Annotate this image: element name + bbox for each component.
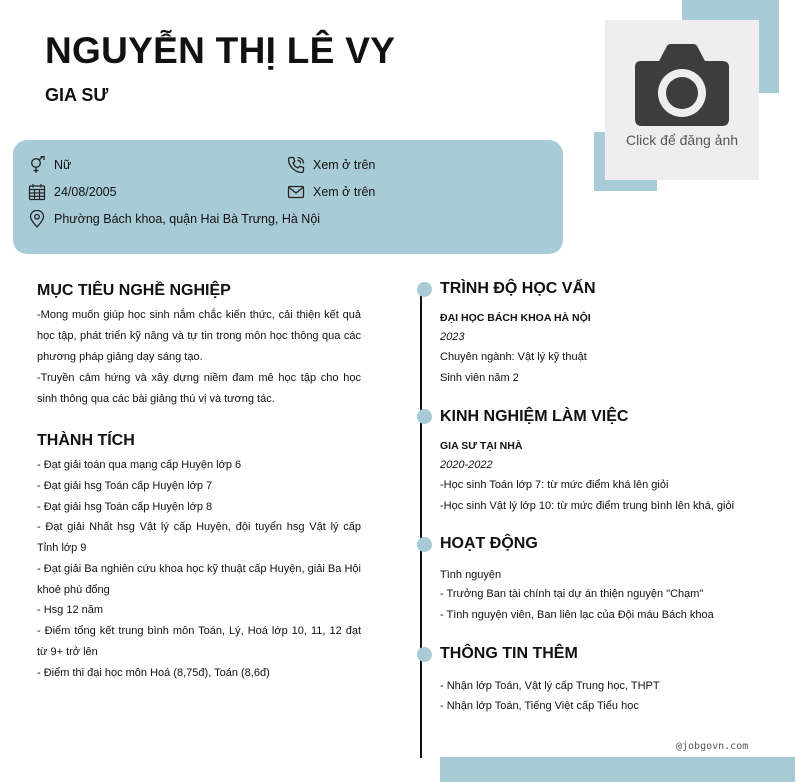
mail-icon xyxy=(287,183,305,201)
decor-block-bottom xyxy=(440,757,795,782)
achievement-item-7: - Điểm tổng kết trung bình môn Toán, Lý, Hoá lớp 10, 11, 12 đạt từ 9+ trở lên xyxy=(37,625,361,658)
email-row xyxy=(287,183,375,201)
watermark: @jobgovn.com xyxy=(676,741,749,752)
timeline-dot-experience xyxy=(417,409,432,424)
achievement-item-3: - Đạt giải hsg Toán cấp Huyện lớp 8 xyxy=(37,501,213,513)
job-title: GIA SƯ xyxy=(45,85,109,105)
address-value: Phường Bách khoa, quận Hai Bà Trưng, Hà Nội xyxy=(54,212,321,226)
activities-title: HOẠT ĐỘNG xyxy=(440,535,538,552)
education-year: 2023 xyxy=(440,331,465,343)
achievement-item-4: - Đạt giải Nhất hsg Vật lý cấp Huyện, đội tuyển hsg Vật lý cấp Tỉnh lớp 9 xyxy=(37,521,361,554)
phone-icon xyxy=(287,156,305,174)
additional-item-2: - Nhận lớp Toán, Tiếng Việt cấp Tiểu học xyxy=(440,700,639,712)
timeline-dot-activities xyxy=(417,537,432,552)
additional-item-1: - Nhận lớp Toán, Vật lý cấp Trung học, THPT xyxy=(440,680,660,692)
birthdate-value: 24/08/2005 xyxy=(54,185,117,199)
gender-row xyxy=(28,156,71,174)
achievements-title: THÀNH TÍCH xyxy=(37,432,135,449)
achievement-item-2: - Đạt giải hsg Toán cấp Huyện lớp 7 xyxy=(37,480,213,492)
email-value: Xem ở trên xyxy=(313,185,376,199)
objective-paragraph-1: -Mong muốn giúp học sinh nắm chắc kiến thức, cải thiện kết quả học tập, phát triển kỹ năng và tự tin trong môn học thông qua các phương pháp giảng dạy sáng tạo. xyxy=(37,309,361,363)
photo-caption: Click để đăng ảnh xyxy=(625,132,739,148)
address-row xyxy=(28,210,320,228)
timeline-dot-education xyxy=(417,282,432,297)
location-pin-icon xyxy=(28,210,46,228)
activities-item-1: - Trưởng Ban tài chính tại dự án thiện nguyện "Chạm" xyxy=(440,588,704,600)
education-major: Chuyên ngành: Vật lý kỹ thuật xyxy=(440,351,587,363)
achievement-item-6: - Hsg 12 năm xyxy=(37,604,104,616)
experience-detail-1: -Học sinh Toán lớp 7: từ mức điểm khá lên giỏi xyxy=(440,479,669,491)
experience-title: KINH NGHIỆM LÀM VIỆC xyxy=(440,408,629,425)
timeline-dot-additional xyxy=(417,647,432,662)
education-title: TRÌNH ĐỘ HỌC VẤN xyxy=(440,280,596,297)
timeline-line xyxy=(420,290,422,758)
achievement-item-1: - Đạt giải toán qua mạng cấp Huyện lớp 6 xyxy=(37,459,242,471)
achievement-item-5: - Đạt giải Ba nghiên cứu khoa học kỹ thuật cấp Huyện, giải Ba Hội khoẻ phù đổng xyxy=(37,563,361,596)
phone-value: Xem ở trên xyxy=(313,158,376,172)
gender-value: Nữ xyxy=(54,158,72,172)
experience-period: 2020-2022 xyxy=(440,459,493,471)
objective-title: MỤC TIÊU NGHỀ NGHIỆP xyxy=(37,282,231,299)
objective-paragraph-2: -Truyền cảm hứng và xây dựng niềm đam mê học tập cho học sinh thông qua các bài giảng thú vị và tương tác. xyxy=(37,372,361,405)
photo-upload[interactable] xyxy=(605,20,759,180)
activities-heading: Tình nguyện xyxy=(440,569,502,581)
camera-icon xyxy=(635,43,729,129)
experience-detail-2: -Học sinh Vật lý lớp 10: từ mức điểm trung bình lên khá, giỏi xyxy=(440,500,735,512)
education-status: Sinh viên năm 2 xyxy=(440,372,519,384)
education-school: ĐẠI HỌC BÁCH KHOA HÀ NỘI xyxy=(440,312,591,324)
additional-title: THÔNG TIN THÊM xyxy=(440,645,578,662)
achievement-item-8: - Điểm thi đại học môn Hoá (8,75đ), Toán (8,6đ) xyxy=(37,667,270,679)
birthdate-row xyxy=(28,183,117,201)
experience-role: GIA SƯ TẠI NHÀ xyxy=(440,440,523,452)
candidate-name: NGUYỄN THỊ LÊ VY xyxy=(45,30,396,71)
gender-icon xyxy=(28,156,46,174)
activities-item-2: - Tình nguyện viên, Ban liên lạc của Đội máu Bách khoa xyxy=(440,609,714,621)
contact-panel xyxy=(13,140,563,254)
calendar-icon xyxy=(28,183,46,201)
phone-row xyxy=(287,156,375,174)
